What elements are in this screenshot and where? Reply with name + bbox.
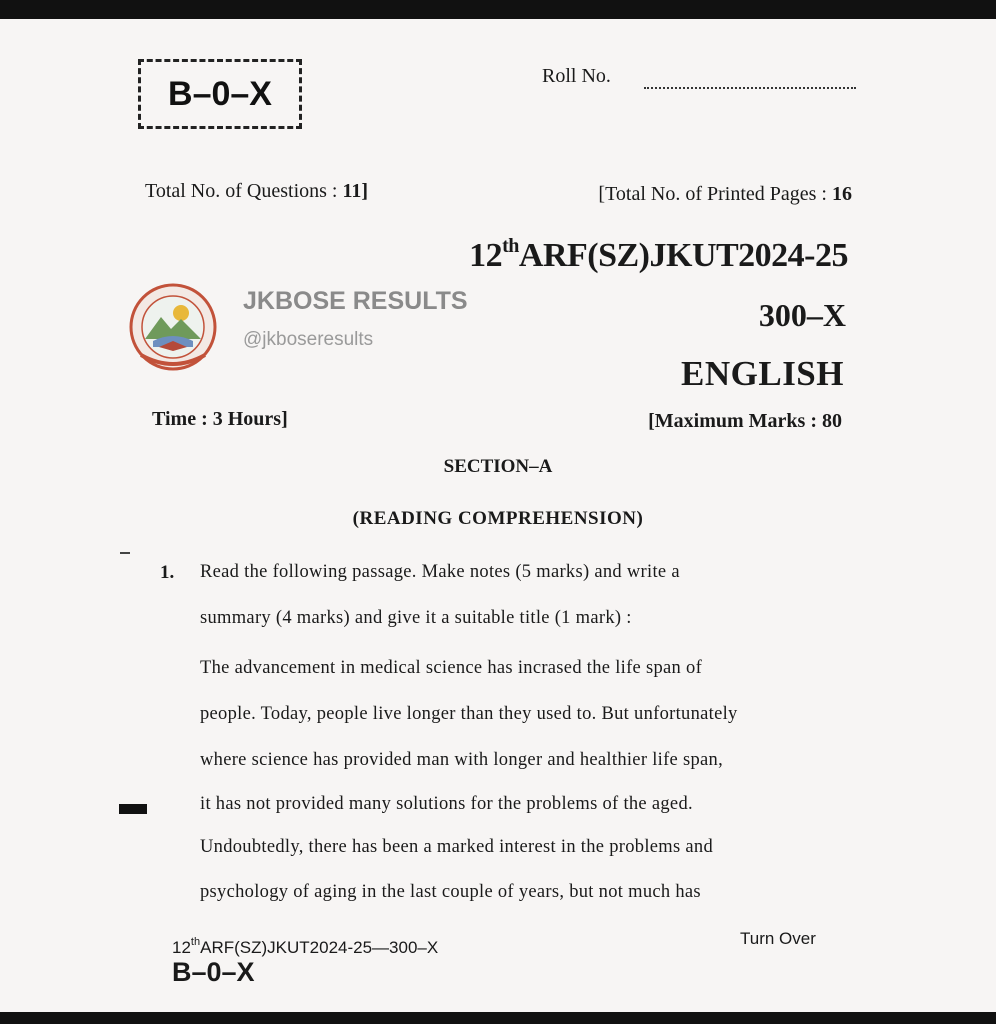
bottom-bar xyxy=(0,1012,996,1024)
margin-mark xyxy=(120,552,130,554)
watermark-title: JKBOSE RESULTS xyxy=(243,287,468,315)
exam-code-title xyxy=(469,235,848,275)
passage-line: Undoubtedly, there has been a marked interest in the problems and xyxy=(200,837,714,857)
printed-pages-value: 16 xyxy=(832,183,852,205)
time-allowed: Time : 3 Hours] xyxy=(152,408,288,430)
top-bar xyxy=(0,0,996,19)
question-number: 1. xyxy=(160,562,175,583)
paper-code-box: B–0–X xyxy=(138,59,302,129)
subject-title: ENGLISH xyxy=(681,354,844,393)
paper-code: 300–X xyxy=(758,297,846,333)
printed-pages-label: [Total No. of Printed Pages : xyxy=(598,183,827,205)
exam-code-sup: th xyxy=(502,235,519,257)
total-questions xyxy=(145,180,368,203)
maximum-marks: [Maximum Marks : 80 xyxy=(648,410,842,432)
passage-line: psychology of aging in the last couple of years, but not much has xyxy=(200,882,701,902)
exam-code-prefix: 12 xyxy=(469,237,503,274)
passage-line: summary (4 marks) and give it a suitable title (1 mark) : xyxy=(200,608,632,628)
total-questions-value: 11] xyxy=(342,180,369,202)
passage-line: The advancement in medical science has incrased the life span of xyxy=(200,658,703,678)
footer-exam-code xyxy=(172,936,438,958)
question-paper-page xyxy=(0,19,996,1012)
margin-mark xyxy=(119,804,147,814)
turn-over-label: Turn Over xyxy=(740,929,816,948)
footer-code-prefix: 12 xyxy=(172,938,191,957)
exam-code-rest: ARF(SZ)JKUT2024-25 xyxy=(518,237,848,274)
roll-number-field[interactable] xyxy=(644,87,856,89)
total-questions-label: Total No. of Questions : xyxy=(145,180,338,202)
passage-line: people. Today, people live longer than they used to. But unfortunately xyxy=(200,704,738,724)
passage-line: where science has provided man with longer and healthier life span, xyxy=(200,750,724,770)
roll-number-label: Roll No. xyxy=(542,65,611,87)
section-subheading: (READING COMPREHENSION) xyxy=(352,508,644,529)
footer-box-code: B–0–X xyxy=(172,957,255,987)
jkbose-seal-logo-icon xyxy=(125,281,221,377)
footer-code-rest: ARF(SZ)JKUT2024-25—300–X xyxy=(200,938,439,957)
watermark-handle: @jkboseresults xyxy=(243,329,374,350)
passage-line: Read the following passage. Make notes (5 marks) and write a xyxy=(200,562,680,582)
passage-line: it has not provided many solutions for the problems of the aged. xyxy=(200,794,693,814)
printed-pages xyxy=(598,183,852,206)
footer-code-sup: th xyxy=(190,936,201,948)
section-heading: SECTION–A xyxy=(443,456,553,477)
